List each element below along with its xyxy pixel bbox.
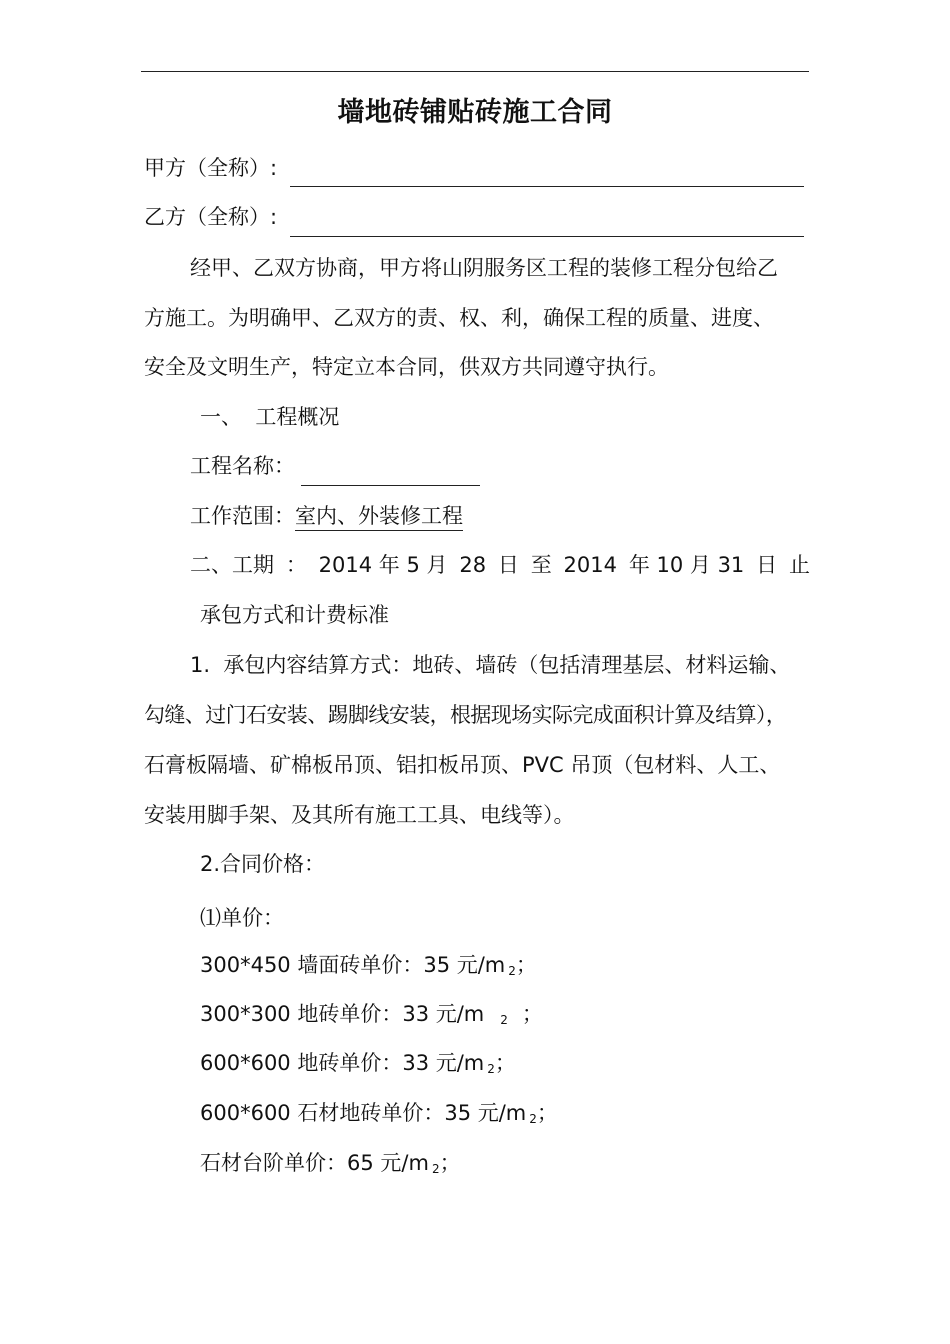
intro-line-1: 经甲、乙双方协商，甲方将山阴服务区工程的装修工程分包给乙 (190, 256, 778, 280)
price-text: 600*600 地砖单价：33 元/m (200, 1051, 485, 1075)
work-scope-row (190, 501, 463, 531)
price-line (200, 1148, 461, 1184)
intro-line-3: 安全及文明生产，特定立本合同，供双方共同遵守执行。 (144, 355, 669, 379)
item1-line-4: 安装用脚手架、及其所有施工工具、电线等）。 (144, 803, 575, 827)
party-b-blank (290, 236, 804, 237)
price-end: ； (521, 1002, 543, 1026)
project-name-label: 工程名称： (190, 454, 295, 478)
construction-period (190, 550, 810, 580)
price-text: 石材台阶单价：65 元/m (200, 1151, 429, 1175)
period-token: 日 (756, 553, 778, 577)
price-line (200, 1098, 558, 1134)
unit-price-heading: ⑴单价： (200, 906, 284, 930)
party-a-label: 甲方（全称）: (144, 156, 278, 180)
period-token: 2014 年 5 月 (318, 553, 448, 577)
price-unit-exponent: 2 (500, 1013, 508, 1027)
item2-heading: 2.合同价格： (200, 852, 326, 876)
header-rule (141, 71, 809, 72)
price-end: ； (536, 1101, 558, 1125)
period-token: 2014 (563, 553, 617, 577)
work-scope-label: 工作范围： (190, 504, 295, 528)
price-end: ； (515, 953, 537, 977)
item1-line-3: 石膏板隔墙、矿棉板吊顶、铝扣板吊顶、PVC 吊顶（包材料、人工、 (144, 753, 781, 777)
item1-line-2: 勾缝、过门石安装、踢脚线安装，根据现场实际完成面积计算及结算）， (144, 703, 787, 727)
period-token: 日 (497, 553, 519, 577)
period-token: 年 10 月 31 (628, 553, 745, 577)
item1-line-1: 1. 承包内容结算方式：地砖、墙砖（包括清理基层、材料运输、 (190, 653, 791, 677)
price-line (200, 1048, 516, 1084)
project-name-blank (301, 485, 480, 486)
period-token: 28 (459, 553, 487, 577)
price-text: 300*450 墙面砖单价：35 元/m (200, 953, 506, 977)
period-token: 二、工期 (190, 553, 274, 577)
period-token: 止 (788, 553, 810, 577)
document-title: 墙地砖铺贴砖施工合同 (337, 97, 613, 128)
price-line (200, 999, 543, 1035)
intro-line-2: 方施工。为明确甲、乙双方的责、权、利，确保工程的质量、进度、 (144, 306, 774, 330)
price-unit-exponent: 2 (529, 1112, 537, 1126)
price-text: 600*600 石材地砖单价：35 元/m (200, 1101, 527, 1125)
price-unit-exponent: 2 (431, 1162, 440, 1176)
contract-mode-heading: 承包方式和计费标准 (200, 603, 389, 627)
party-b-label: 乙方（全称）: (144, 205, 278, 229)
price-line (200, 950, 537, 986)
price-end: ； (494, 1051, 516, 1075)
price-end: ； (439, 1151, 461, 1175)
party-a-blank (290, 186, 804, 187)
price-text: 300*300 地砖单价：33 元/m (200, 1002, 485, 1026)
section1-heading: 一、 工程概况 (200, 405, 340, 429)
price-unit-exponent: 2 (508, 964, 516, 978)
price-unit-exponent: 2 (487, 1062, 495, 1076)
period-token: 至 (530, 553, 552, 577)
work-scope-value: 室内、外装修工程 (295, 504, 463, 531)
period-token: ： (285, 553, 307, 577)
